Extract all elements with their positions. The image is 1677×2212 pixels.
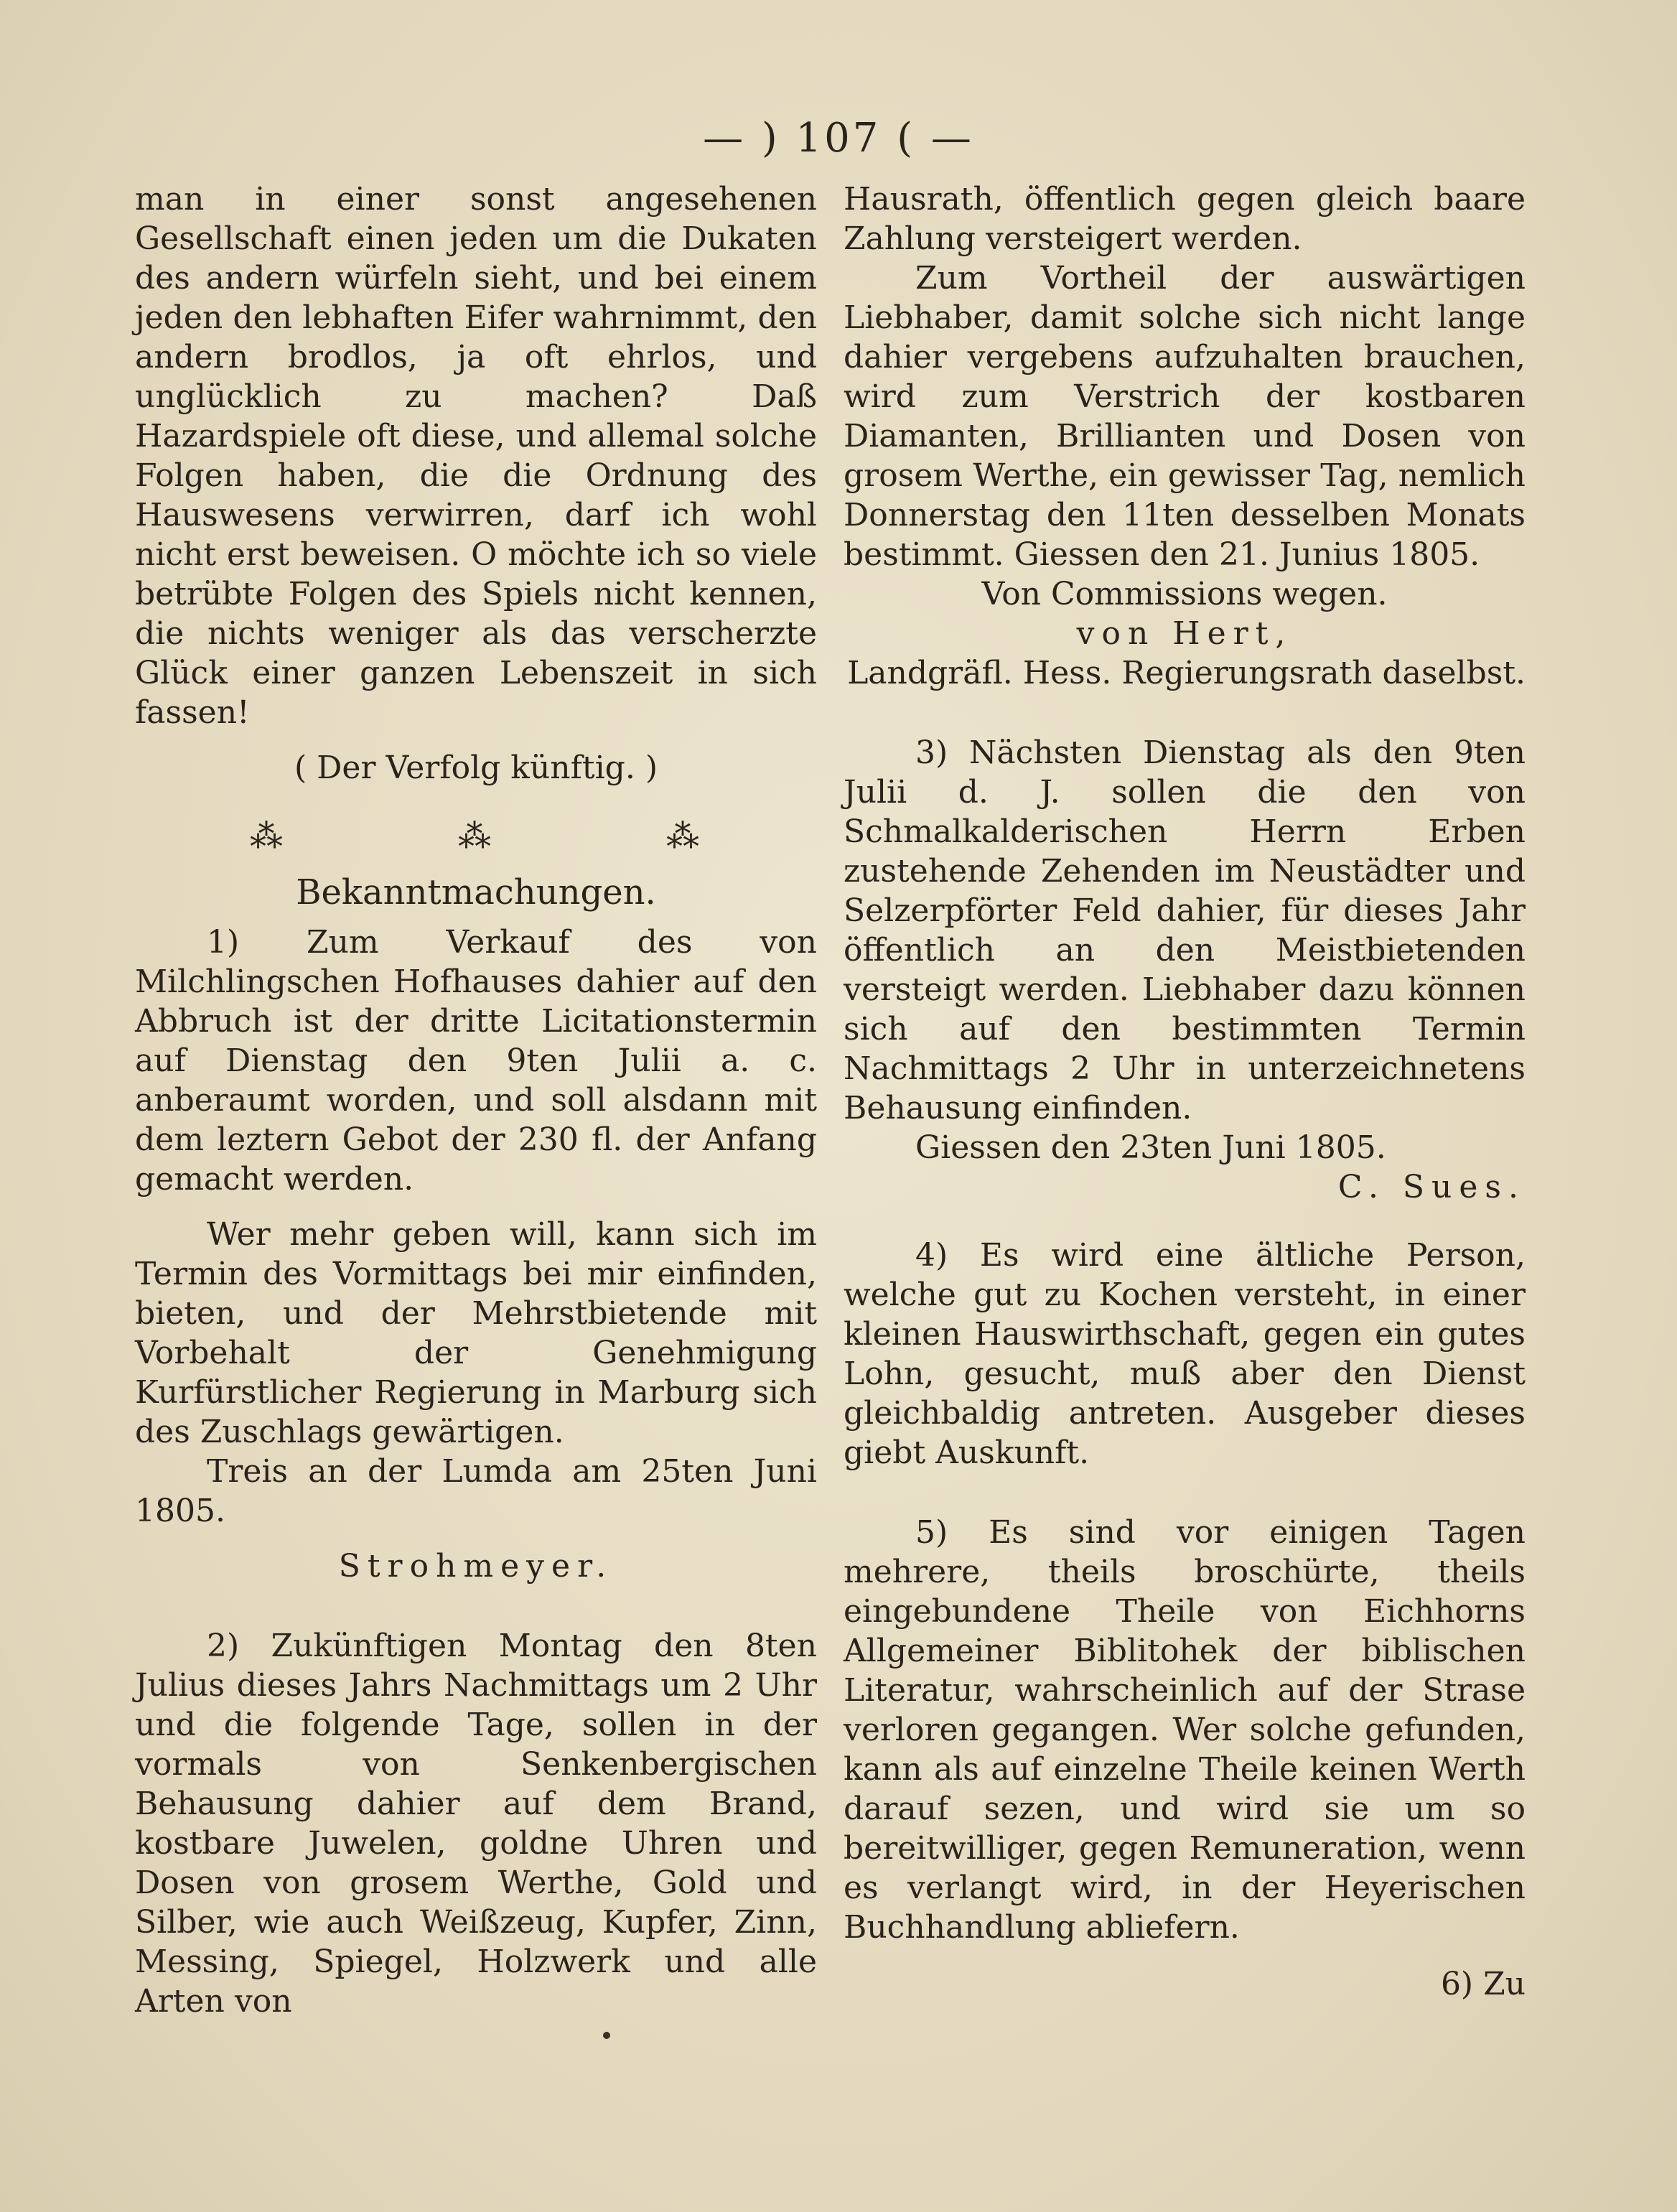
notice-3-place-date: Giessen den 23ten Juni 1805.: [915, 1129, 1386, 1166]
right-column: [844, 179, 1526, 2004]
notice-1: 1) Zum Verkauf des von Milchlingschen Hofhauses dahier auf den Abbruch ist der dritte Licitationstermin auf Dienstag den 9ten Julii a. c. anberaumt worden, und soll alsdann mit dem leztern Gebot der 230 fl. der Anfang gemacht werden.: [135, 924, 817, 1198]
notice-2-diamonds: Zum Vortheil der auswärtigen Liebhaber, damit solche sich nicht lange dahier vergebens aufzuhalten brauchen, wird zum Verstrich der kostbaren Diamanten, Brillianten und Dosen von grosem Werthe, ein gewisser Tag, nemlich Donnerstag den 11ten desselben Monats bestimmt. Giessen den 21. Junius 1805.: [844, 260, 1526, 573]
notice-2-signature-line1: Von Commissions wegen.: [981, 576, 1388, 612]
notice-2: 2) Zukünftigen Montag den 8ten Julius dieses Jahrs Nachmittags um 2 Uhr und die folgende Tage, sollen in der vormals von Senkenbergischen Behausung dahier auf dem Brand, kostbare Juwelen, goldne Uhren und Dosen von grosem Werthe, Gold und Silber, wie auch Weißzeug, Kupfer, Zinn, Messing, Spiegel, Holzwerk und alle Arten von: [135, 1628, 817, 2020]
notice-4: 4) Es wird eine ältliche Person, welche gut zu Kochen versteht, in einer kleinen Hauswirthschaft, gegen ein gutes Lohn, gesucht, muß aber den Dienst gleichbaldig antreten. Ausgeber dieses giebt Auskunft.: [844, 1237, 1526, 1471]
catchword: 6) Zu: [1440, 1966, 1526, 2002]
left-column: [135, 179, 817, 2021]
page-header: — ) 107 ( —: [703, 115, 974, 162]
notice-3-signature: C. Sues.: [1337, 1169, 1526, 1205]
notice-5: 5) Es sind vor einigen Tagen mehrere, theils broschürte, theils eingebundene Theile von Eichhorns Allgemeiner Biblitohek der biblischen Literatur, wahrscheinlich auf der Strase verloren gegangen. Wer solche gefunden, kann als auf einzelne Theile keinen Werth darauf sezen, und wird sie um so bereitwilliger, gegen Remuneration, wenn es verlangt wird, in der Heyerischen Buchhandlung abliefern.: [844, 1514, 1526, 1946]
asterism-ornament: ⁂: [666, 816, 702, 855]
notice-2-signature-title: Landgräfl. Hess. Regierungsrath daselbst.: [847, 655, 1526, 691]
essay-conclusion: man in einer sonst angesehenen Gesellschaft einen jeden um die Dukaten des andern würfeln sieht, und bei einem jeden den lebhaften Eifer wahrnimmt, den andern brodlos, ja oft ehrlos, und unglücklich zu machen? Daß Hazardspiele oft diese, und allemal solche Folgen haben, die die Ordnung des Hauswesens verwirren, darf ich wohl nicht erst beweisen. O möchte ich so viele betrübte Folgen des Spiels nicht kennen, die nichts weniger als das verscherzte Glück einer ganzen Lebenszeit in sich fassen!: [135, 181, 817, 731]
notice-3: 3) Nächsten Dienstag als den 9ten Julii d. J. sollen die den von Schmalkalderischen Herrn Erben zustehende Zehenden im Neustädter und Selzerpförter Feld dahier, für dieses Jahr öffentlich an den Meistbietenden versteigt werden. Liebhaber dazu können sich auf den bestimmten Termin Nachmittags 2 Uhr in unterzeichnetens Behausung einfinden.: [844, 734, 1526, 1126]
asterism-ornament: ⁂: [250, 816, 286, 855]
notice-1-bidding: Wer mehr geben will, kann sich im Termin des Vormittags bei mir einfinden, bieten, und der Mehrstbietende mit Vorbehalt der Genehmigung Kurfürstlicher Regierung in Marburg sich des Zuschlags gewärtigen.: [135, 1216, 817, 1450]
section-divider: [164, 816, 788, 856]
ink-spot: [603, 2032, 610, 2039]
continued-note: ( Der Verfolg künftig. ): [294, 750, 658, 786]
asterism-ornament: ⁂: [458, 816, 494, 855]
notice-2-signature-name: von Hert,: [1076, 615, 1293, 652]
section-title: Bekanntmachungen.: [296, 872, 656, 913]
notice-1-signature: Strohmeyer.: [338, 1548, 614, 1585]
notice-2-continued: Hausrath, öffentlich gegen gleich baare Zahlung versteigert werden.: [844, 181, 1526, 257]
notice-1-place-date: Treis an der Lumda am 25ten Juni 1805.: [135, 1453, 817, 1529]
